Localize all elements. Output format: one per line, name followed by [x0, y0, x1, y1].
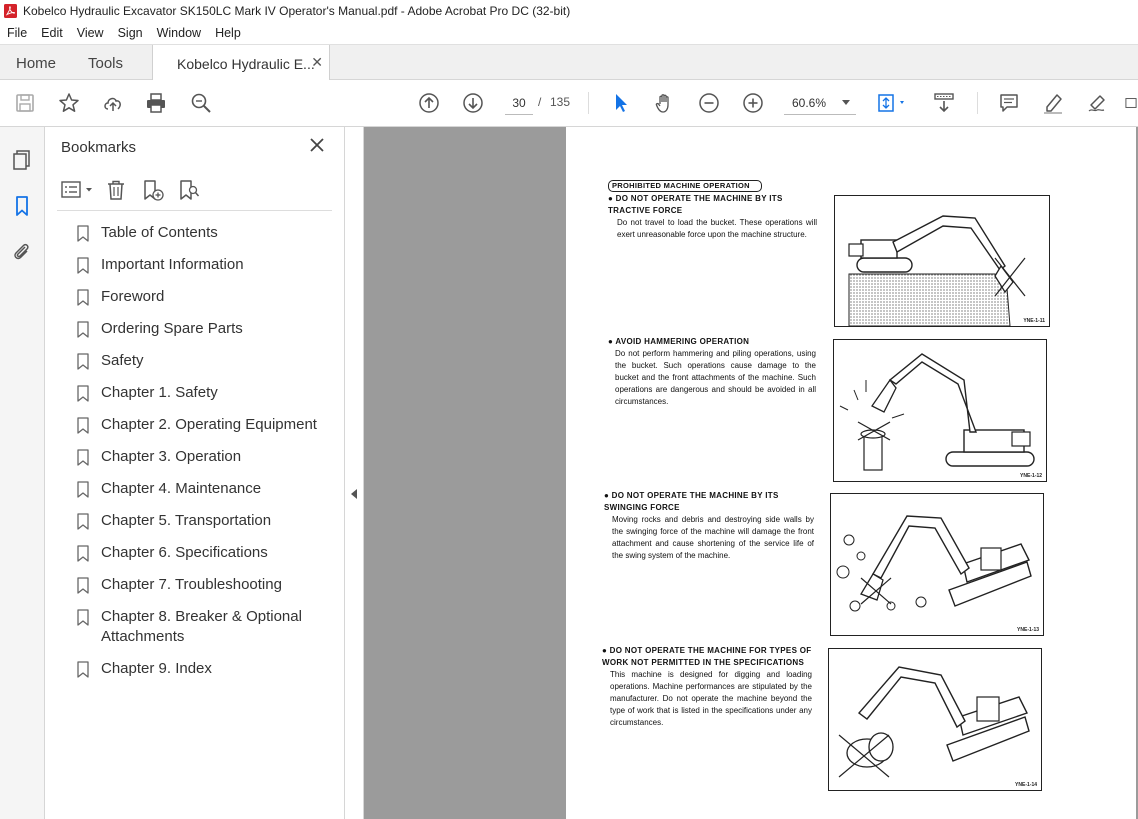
bookmark-chapter-9[interactable]: [75, 659, 335, 679]
excavator-illustration-1: [835, 196, 1050, 327]
document-viewport[interactable]: [364, 127, 1138, 819]
attachment-paperclip-icon[interactable]: [11, 241, 33, 263]
figure-hammering: [833, 339, 1047, 482]
bookmark-icon: [77, 289, 89, 306]
panel-collapse-strip[interactable]: [345, 127, 364, 819]
menu-bar: [0, 22, 1138, 44]
bookmark-icon: [77, 449, 89, 466]
bookmark-icon: [77, 661, 89, 678]
upload-cloud-icon[interactable]: [101, 91, 125, 115]
menu-file[interactable]: File: [7, 26, 28, 40]
collapse-left-icon[interactable]: [351, 489, 357, 499]
delete-bookmark-icon[interactable]: [105, 179, 127, 201]
excavator-illustration-2: [834, 340, 1047, 482]
section-title: PROHIBITED MACHINE OPERATION: [612, 181, 750, 190]
menu-view[interactable]: View: [76, 26, 104, 40]
bookmark-foreword[interactable]: [75, 287, 335, 307]
star-icon[interactable]: [57, 91, 81, 115]
bookmark-chapter-7[interactable]: [75, 575, 335, 595]
bookmark-table-of-contents[interactable]: [75, 223, 335, 243]
find-bookmark-icon[interactable]: [177, 179, 201, 201]
zoom-search-icon[interactable]: [189, 91, 213, 115]
tab-document-label: Kobelco Hydraulic E...: [177, 55, 315, 72]
scroll-mode-icon[interactable]: [932, 91, 956, 115]
new-bookmark-icon[interactable]: [141, 179, 165, 201]
excavator-illustration-3: [831, 494, 1044, 636]
figure-code: YNE-1-14: [1015, 782, 1037, 788]
tab-tools[interactable]: Tools: [88, 54, 124, 72]
bookmark-icon: [77, 321, 89, 338]
print-icon[interactable]: [144, 91, 168, 115]
pdf-page: [566, 127, 1136, 819]
bookmark-label: Foreword: [101, 288, 165, 305]
panel-divider: [57, 210, 332, 211]
acrobat-pdf-icon: [4, 4, 17, 18]
bookmark-label: Ordering Spare Parts: [101, 320, 243, 337]
bookmark-label: Chapter 9. Index: [101, 660, 212, 677]
section-1-heading: ● DO NOT OPERATE THE MACHINE BY ITS TRACTIVE FORCE: [608, 194, 783, 215]
bookmark-label: Chapter 4. Maintenance: [101, 480, 262, 497]
bookmark-icon: [77, 577, 89, 594]
bookmark-icon: [77, 257, 89, 274]
bookmark-chapter-6[interactable]: [75, 543, 335, 563]
toolbar-divider: [977, 92, 978, 114]
bookmark-chapter-3[interactable]: [75, 447, 335, 467]
tab-document[interactable]: [152, 45, 330, 82]
window-title: Kobelco Hydraulic Excavator SK150LC Mark IV Operator's Manual.pdf - Adobe Acrobat Pro DC (32-bit): [23, 4, 571, 18]
figure-code: YNE-1-12: [1020, 473, 1042, 479]
bookmark-label: Chapter 7. Troubleshooting: [101, 576, 282, 593]
section-4-heading: ● DO NOT OPERATE THE MACHINE FOR TYPES OF WORK NOT PERMITTED IN THE SPECIFICATIONS: [602, 646, 812, 667]
zoom-out-icon[interactable]: [697, 91, 721, 115]
zoom-level-select[interactable]: [784, 91, 856, 115]
bookmark-label: Table of Contents: [101, 224, 218, 241]
fit-page-icon[interactable]: [876, 91, 910, 115]
title-bar: [0, 0, 1138, 22]
zoom-in-icon[interactable]: [741, 91, 765, 115]
excavator-illustration-4: [829, 649, 1042, 791]
figure-code: YNE-1-13: [1017, 627, 1039, 633]
bookmark-label: Chapter 8. Breaker & Optional Attachments: [101, 608, 302, 645]
bookmark-label: Chapter 1. Safety: [101, 384, 218, 401]
bookmark-icon: [77, 225, 89, 242]
bookmark-chapter-4[interactable]: [75, 479, 335, 499]
bookmarks-panel-title: Bookmarks: [61, 139, 137, 156]
section-2-body: Do not perform hammering and piling operations, using the bucket. Such operations cause damage to the bucket and the front attachments of the machine. Such operations are dangerous and should be avoided in all circumstances.: [615, 349, 816, 406]
bookmark-ordering-spare-parts[interactable]: [75, 319, 335, 339]
menu-edit[interactable]: Edit: [41, 26, 63, 40]
bookmark-options-icon[interactable]: [61, 179, 95, 201]
figure-swinging-force: [830, 493, 1044, 636]
bookmarks-rail-icon[interactable]: [11, 195, 33, 217]
bookmark-icon: [77, 385, 89, 402]
sign-pen-icon[interactable]: [1085, 91, 1109, 115]
bookmark-chapter-1[interactable]: [75, 383, 335, 403]
select-cursor-icon[interactable]: [609, 91, 633, 115]
previous-page-icon[interactable]: [417, 91, 441, 115]
next-page-icon[interactable]: [461, 91, 485, 115]
bookmark-icon: [77, 481, 89, 498]
bookmark-label: Chapter 3. Operation: [101, 448, 242, 465]
figure-code: YNE-1-11: [1023, 318, 1045, 324]
bookmark-label: Chapter 6. Specifications: [101, 544, 268, 561]
bookmark-safety[interactable]: [75, 351, 335, 371]
figure-unpermitted-work: [828, 648, 1042, 791]
hand-tool-icon[interactable]: [653, 91, 677, 115]
toolbar: [0, 80, 1138, 127]
menu-window[interactable]: Window: [156, 26, 202, 40]
bookmark-icon: [77, 513, 89, 530]
page-separator: /: [538, 95, 542, 109]
close-panel-icon[interactable]: [309, 137, 325, 153]
section-4-body: This machine is designed for digging and loading operations. Machine performances are stipulated by the manufacturer. Do not operate the machine beyond the type of work that is listed in the specifications under any circumstances.: [610, 670, 812, 727]
bookmarks-panel: [45, 127, 345, 819]
toolbar-divider: [588, 92, 589, 114]
close-tab-icon[interactable]: ✕: [311, 54, 323, 70]
section-1-body: Do not travel to load the bucket. These operations will exert unreasonable force upon the machine structure.: [617, 218, 817, 239]
bookmark-chapter-2[interactable]: [75, 415, 335, 435]
bookmark-icon: [77, 353, 89, 370]
bookmark-icon: [77, 545, 89, 562]
menu-help[interactable]: Help: [215, 26, 241, 40]
bookmark-label: Important Information: [101, 256, 244, 273]
page-thumbnails-icon[interactable]: [11, 149, 33, 171]
highlight-pen-icon[interactable]: [1041, 91, 1065, 115]
bookmarks-toolbar: [61, 179, 201, 203]
left-navigation-rail: [0, 127, 45, 819]
more-tools-icon[interactable]: [1124, 91, 1138, 115]
section-3-body: Moving rocks and debris and destroying side walls by the swinging force of the machine will damage the front attachment and cause shortening of the service life of the swing system of the machine.: [612, 515, 814, 560]
tab-bar: [0, 44, 1138, 80]
comment-icon[interactable]: [997, 91, 1021, 115]
save-icon[interactable]: [13, 91, 37, 115]
section-3-heading: ● DO NOT OPERATE THE MACHINE BY ITS SWINGING FORCE: [604, 491, 779, 512]
bookmark-label: Safety: [101, 352, 144, 369]
zoom-level-value: 60.6%: [792, 95, 827, 110]
bookmark-icon: [77, 609, 89, 626]
bookmark-important-information[interactable]: [75, 255, 335, 275]
bookmark-label: Chapter 5. Transportation: [101, 512, 272, 529]
figure-tractive-force: [834, 195, 1050, 327]
bookmark-icon: [77, 417, 89, 434]
bookmark-list: [75, 223, 335, 691]
section-2-heading: ● AVOID HAMMERING OPERATION: [608, 337, 750, 346]
page-number-input[interactable]: [505, 91, 533, 115]
menu-sign[interactable]: Sign: [117, 26, 143, 40]
bookmark-chapter-8[interactable]: [75, 607, 335, 647]
tab-home[interactable]: Home: [16, 54, 57, 72]
bookmark-chapter-5[interactable]: [75, 511, 335, 531]
bookmark-label: Chapter 2. Operating Equipment: [101, 416, 317, 433]
chevron-down-icon: [842, 100, 850, 105]
page-total: 135: [550, 95, 571, 109]
